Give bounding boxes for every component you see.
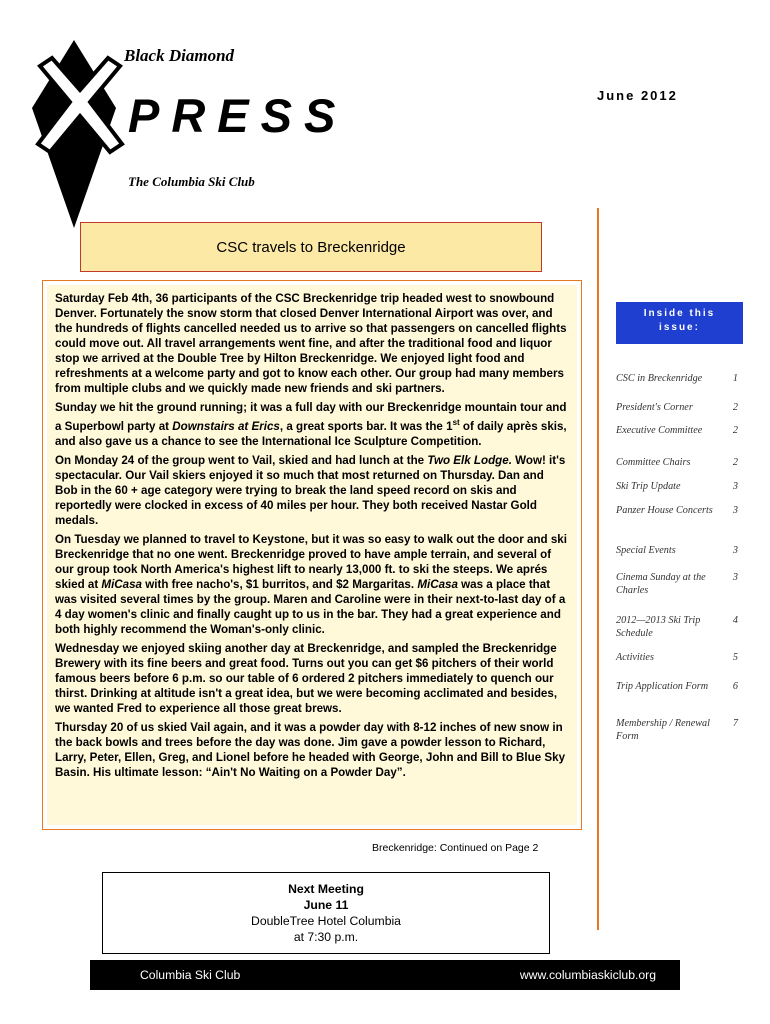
article-paragraph: On Monday 24 of the group went to Vail, skied and had lunch at the Two Elk Lodge. Wow! it's spectacular. Our Vail skiers enjoyed it so much that most returned on Thursday. Dan and Bob in the 60 + age category were trying to break the land speed record on skis and reportedly were clocked in excess of 40 miles per hour. They both received Nastar Gold medals. [55,453,566,527]
column-divider [597,208,599,930]
meeting-date: June 11 [303,898,349,912]
issue-date: June 2012 [597,88,678,103]
footer-bar [90,960,680,990]
inside-this-issue-header: Inside this issue: [616,302,743,344]
black-diamond-logo [30,38,130,230]
article-body [47,285,577,825]
article-box [42,280,582,830]
next-meeting-box [102,872,550,954]
headline-text: CSC travels to Breckenridge [216,238,406,256]
toc-item[interactable]: President's Corner 2 [616,402,738,413]
masthead-brand-top: Black Diamond [124,46,235,65]
article-paragraph: Thursday 20 of us skied Vail again, and it was a powder day with 8-12 inches of new snow in the back bowls and trees before the day was done. Jim gave a powder lesson to Richard, Larry, Peter, Ellen, Greg, and Lionel before he headed with George, John and Bill to Blue Sky Basin. His ultimate lesson: “Ain't No Waiting on a Powder Day”. [55,720,566,779]
continued-note: Breckenridge: Continued on Page 2 [372,842,539,854]
toc-item[interactable]: Trip Application Form 6 [616,681,738,692]
headline-box [80,222,542,272]
article-paragraph: Saturday Feb 4th, 36 participants of the CSC Breckenridge trip headed west to snowbound Denver. Fortunately the snow storm that closed Denver International Airport was over, and the hundreds of flights cancelled needed us to arrive so that passengers on cancelled flights could move out. All travel arrangements went fine, and after the traditional food and liquor stop we arrived at the Double Tree by Hilton Breckenridge. We enjoyed light food and refreshments at a welcome party and got to know each other. Our group had many members from multiple clubs and we quickly made new friends and ski partners. [55,292,567,395]
toc-item[interactable]: Executive Committee 2 [616,425,738,436]
footer-website-link[interactable]: www.columbiaskiclub.org [519,968,656,982]
toc-item[interactable]: CSC in Breckenridge 1 [616,373,738,384]
toc-item[interactable]: 2012—2013 Ski Trip Schedule 4 [616,615,738,639]
toc-item[interactable]: Committee Chairs 2 [616,457,738,468]
toc-item[interactable]: Ski Trip Update 3 [616,481,738,492]
article-paragraph: On Tuesday we planned to travel to Keystone, but it was so easy to walk out the door and ski Breckenridge that no one went. Breckenridge proved to have ample terrain, and several of our group took North America's highest lift to nearly 13,000 ft. to ski the steeps. We aprés skied at MiCasa with free nacho's, $1 burritos, and $2 Margaritas. MiCasa was a place that was visited several times by the group. Maren and Caroline were in their next-to-last day of a 4 day women's clinic and finally caught up to us in the bar. They had a great experience and both highly recommend the Woman's-only clinic. [55,532,567,636]
toc-item[interactable]: Panzer House Concerts 3 [616,505,738,516]
article-paragraph: Sunday we hit the ground running; it was a full day with our Breckenridge mountain tour and a Superbowl party at Downstairs at Erics, a great sports bar. It was the 1st of daily après skis, and also gave us a chance to see the International Ice Sculpture Competition. [55,401,567,448]
toc-item[interactable]: Activities 5 [616,652,738,663]
article-paragraph: Wednesday we enjoyed skiing another day at Breckenridge, and sampled the Breckenridge Brewery with its fine beers and great food. Turns out you can get $6 pitchers of their world famous beers before 6 p.m. so our table of 6 ordered 2 pitchers immediately to quench our thirst. Drinking at altitude isn't a great idea, but we were becoming acclimated and besides, we wanted Fred to experience all those great brews. [55,641,558,715]
meeting-venue: DoubleTree Hotel Columbia [251,914,401,928]
masthead-press-title: PRESS [128,89,348,142]
meeting-title: Next Meeting [288,882,364,896]
toc-item[interactable]: Membership / Renewal Form 7 [616,718,738,742]
toc-item[interactable]: Cinema Sunday at the Charles 3 [616,572,738,596]
footer-club-name: Columbia Ski Club [140,968,241,982]
masthead-subtitle: The Columbia Ski Club [128,174,255,189]
toc-item[interactable]: Special Events 3 [616,545,738,556]
meeting-time: at 7:30 p.m. [293,930,359,944]
